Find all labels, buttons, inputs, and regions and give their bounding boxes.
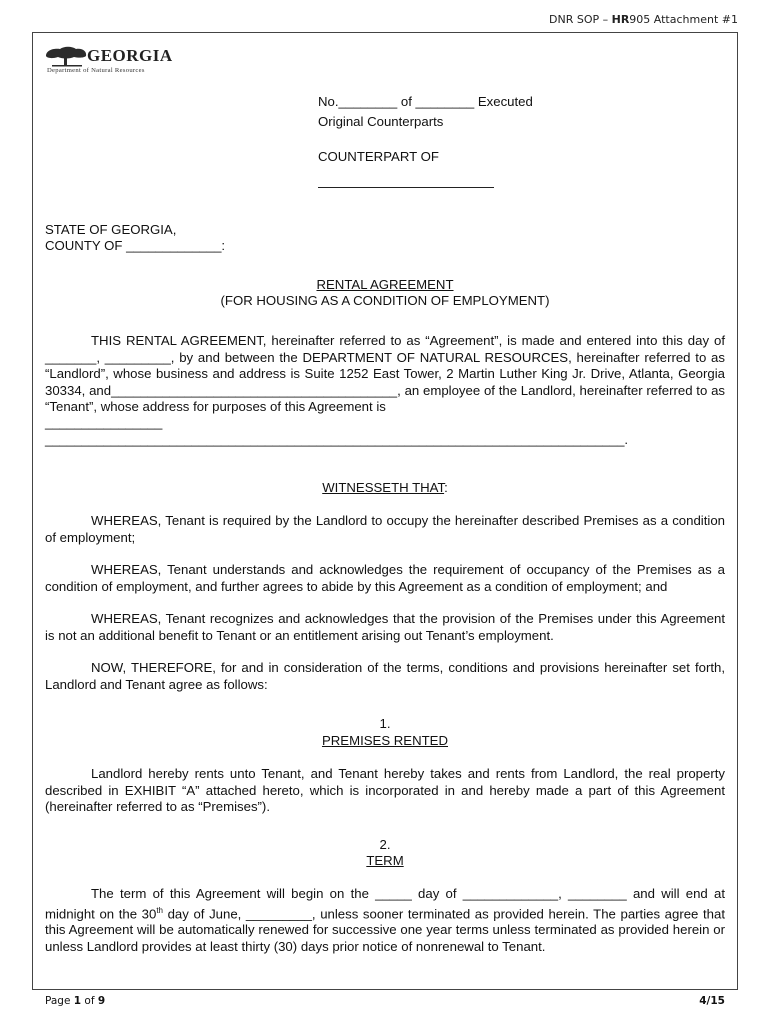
section2-body [45, 886, 725, 955]
counterpart-of: COUNTERPART OF [318, 149, 439, 164]
title-subtitle: (FOR HOUSING AS A CONDITION OF EMPLOYMENT) [220, 293, 550, 308]
whereas-2: WHEREAS, Tenant understands and acknowledges the requirement of occupancy of the Premises as a condition of employment, and further agrees to abide by this Agreement as a condition of employment; and [45, 562, 725, 594]
section1-number: 1. [379, 716, 391, 731]
title-main: RENTAL AGREEMENT [316, 277, 454, 292]
section1-heading-text: PREMISES RENTED [321, 733, 449, 748]
whereas-3: WHEREAS, Tenant recognizes and acknowledges that the provision of the Premises under this Agreement is not an additional benefit to Tenant or an entitlement arising out Tenant’s employment. [45, 611, 725, 643]
section2-body-a: The term of this Agreement will begin on the _____ day of _____________, ________ and will end at midnight on the 30 [45, 886, 725, 921]
section1-heading [45, 733, 725, 749]
witnesseth-label: WITNESSETH THAT [322, 480, 445, 495]
revision-date: 4/15 [699, 995, 725, 1007]
page-of: of [81, 995, 98, 1007]
page-current: 1 [73, 995, 82, 1007]
witnesseth-colon: : [444, 480, 448, 495]
title-rental-agreement [45, 277, 725, 293]
section2-body-sup: th [156, 905, 163, 915]
section1-body: Landlord hereby rents unto Tenant, and Tenant hereby takes and rents from Landlord, the real property described in EXHIBIT “A” attached hereto, which is incorporated in and hereby made a part of this Agreement (hereinafter referred to as “Premises”). [45, 766, 725, 814]
now-therefore: NOW, THEREFORE, for and in consideration of the terms, conditions and provisions hereinafter set forth, Landlord and Tenant agree as follows: [45, 660, 725, 692]
section2-body-b: day of June, _________, unless sooner terminated as provided herein. The parties agree that this Agreement will be automatically renewed for successive one year terms unless terminated as provided herein or unless Landlord provides at least thirty (30) days prior notice of nonrenewal to Tenant. [45, 905, 725, 954]
tenant-address-blank-1: ________________ [45, 415, 163, 430]
whereas-1: WHEREAS, Tenant is required by the Landlord to occupy the hereinafter described Premises as a condition of employment; [45, 513, 725, 545]
page-prefix: Page [45, 995, 74, 1007]
section2-heading [45, 853, 725, 869]
georgia-dnr-logo [44, 46, 184, 78]
counterpart-original: Original Counterparts [318, 114, 444, 129]
doc-ref-suffix: 905 Attachment #1 [629, 13, 738, 26]
section2-number: 2. [379, 837, 391, 852]
tenant-address-blank-2: _______________________________________________________________________________. [45, 432, 629, 447]
doc-ref-bold: HR [611, 13, 630, 26]
logo-subtitle: Department of Natural Resources [47, 67, 145, 74]
oak-tree-icon [44, 46, 88, 68]
intro-paragraph: THIS RENTAL AGREEMENT, hereinafter referred to as “Agreement”, is made and entered into this day of _______, _________, by and between the DEPARTMENT OF NATURAL RESOURCES, hereinafter referred to as “Landlord”, whose business and address is Suite 1252 East Tower, 2 Martin Luther King Jr. Drive, Atlanta, Georgia 30334, and_______________________________________, an employee of the Landlord, hereinafter referred to as “Tenant”, whose address for purposes of this Agreement is [45, 333, 725, 414]
counterpart-number: No.________ of ________ Executed [318, 94, 533, 109]
state-line: STATE OF GEORGIA, [45, 222, 177, 237]
page-number [45, 995, 105, 1007]
logo-name: GEORGIA [87, 46, 173, 65]
section2-heading-text: TERM [366, 853, 404, 868]
county-line: COUNTY OF _____________: [45, 238, 226, 253]
header-doc-ref [549, 13, 738, 26]
counterpart-blank-line [318, 187, 494, 188]
page-total: 9 [97, 995, 106, 1007]
witnesseth-heading [45, 480, 725, 496]
doc-ref-prefix: DNR SOP – [549, 13, 612, 26]
